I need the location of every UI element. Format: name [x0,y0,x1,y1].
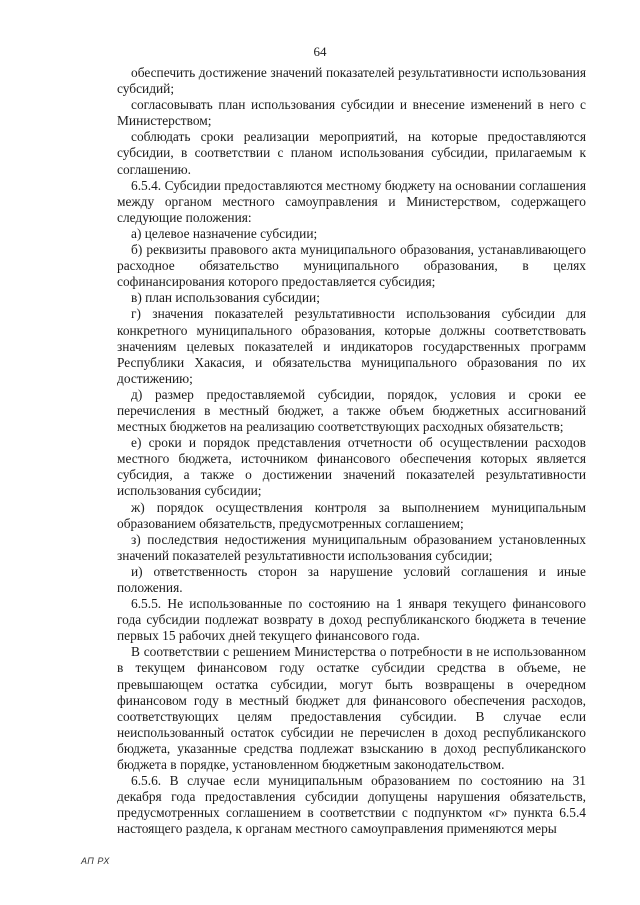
paragraph: согласовывать план использования субсидии и внесение изменений в него с Министерством; [117,97,586,129]
paragraph: 6.5.6. В случае если муниципальным образованием по состоянию на 31 декабря года предоставления субсидии допущены нарушения обязательств, предусмотренных соглашением в соответствии с подпунктом «г» пункта 6.5.4 настоящего раздела, к органам местного самоуправления применяются меры [117,773,586,837]
list-item: а) целевое назначение субсидии; [131,225,318,241]
list-item: е) сроки и порядок представления отчетности об осуществлении расходов местного бюджета, источником финансового обеспечения которых является субсидия, а также о достижении значений показателей результативности использования субсидии; [117,435,586,499]
footer-mark: АП РХ [81,856,110,866]
paragraph: В соответствии с решением Министерства о потребности в не использованном в текущем финансовом году остатке субсидии средства в объеме, не превышающем остатка субсидии, могут быть возвращены в очередном финансовом году в местный бюджет для финансового обеспечения расходов, соответствующих целям предоставления субсидии. В случае если неиспользованный остаток субсидии не перечислен в доход республиканского бюджета, указанные средства подлежат взысканию в доход республиканского бюджета в порядке, установленном бюджетным законодательством. [117,644,586,773]
page-number: 64 [313,44,327,59]
paragraph: соблюдать сроки реализации мероприятий, на которые предоставляются субсидии, в соответствии с планом использования субсидии, прилагаемым к соглашению. [117,129,586,177]
paragraph: 6.5.4. Субсидии предоставляются местному бюджету на основании соглашения между органом местного самоуправления и Министерством, содержащего следующие положения: [117,177,586,225]
document-body [117,65,586,838]
paragraph: обеспечить достижение значений показателей результативности использования субсидий; [117,65,586,97]
paragraph: 6.5.5. Не использованные по состоянию на 1 января текущего финансового года субсидии подлежат возврату в доход республиканского бюджета в течение первых 15 рабочих дней текущего финансового года. [117,596,586,644]
list-item: в) план использования субсидии; [131,290,320,306]
list-item: з) последствия недостижения муниципальным образованием установленных значений показателей результативности использования субсидии; [117,531,586,563]
list-item: ж) порядок осуществления контроля за выполнением муниципальным образованием обязательств, предусмотренных соглашением; [117,499,586,531]
list-item: и) ответственность сторон за нарушение условий соглашения и иные положения. [117,563,586,595]
list-item: г) значения показателей результативности использования субсидии для конкретного муниципального образования, которые должны соответствовать значениям целевых показателей и индикаторов государственных программ Республики Хакасия, и обязательства муниципального образования по их достижению; [117,306,586,386]
list-item: д) размер предоставляемой субсидии, порядок, условия и сроки ее перечисления в местный бюджет, а также объем бюджетных ассигнований местных бюджетов на реализацию соответствующих расходных обязательств; [117,386,586,435]
list-item: б) реквизиты правового акта муниципального образования, устанавливающего расходное обязательство муниципального образования, в целях софинансирования которого предоставляется субсидия; [117,242,586,290]
